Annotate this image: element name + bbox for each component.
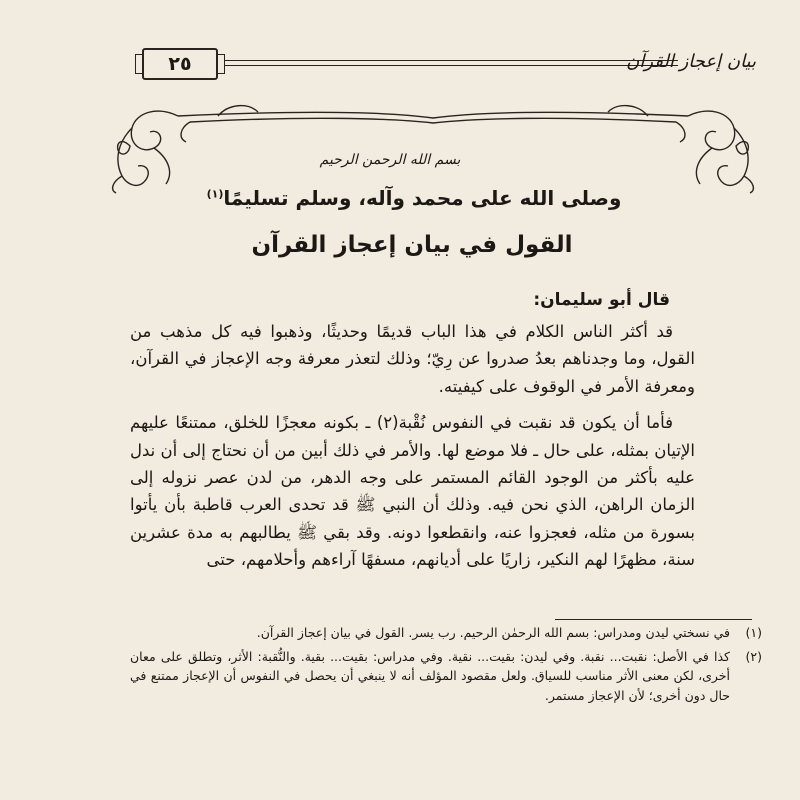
footnote-text: كذا في الأصل: نقبت... نقبة. وفي ليدن: بقيت... نقية. وفي مدراس: بقيت... بقية. والنُّقبة: الأثر، وتطلق على معان أخرى، لكن معنى الأثر مناسب للسياق. ولعل مقصود المؤلف أنه لا ينبغي أن يحصل في النفوس أن الإعجاز ممتنع في حال دون أخرى؛ لأن الإعجاز مستمر. — [130, 648, 730, 703]
chapter-ornament — [108, 98, 758, 194]
main-text — [130, 318, 695, 574]
paragraph: قد أكثر الناس الكلام في هذا الباب قديمًا وحديثًا، وذهبوا فيه كل مذهب من القول، وما وجدناهم بعدُ صدروا عن رِيّ؛ وذلك لتعذر معرفة وجه الإعجاز في القرآن، ومعرفة الأمر في الوقوف على كيفيته. — [130, 322, 695, 396]
running-header — [142, 48, 756, 80]
footnote — [130, 647, 762, 706]
salutation — [200, 186, 628, 210]
chapter-title: القول في بيان إعجاز القرآن — [251, 232, 573, 258]
footnote-reference: (١) — [206, 187, 224, 201]
footnote — [130, 623, 762, 643]
basmala: بسم الله الرحمن الرحيم — [319, 152, 461, 168]
speaker-attribution: قال أبو سليمان: — [533, 290, 670, 310]
paragraph: فأما أن يكون قد نقبت في النفوس نُقْبة(٢) ـ بكونه معجزًا للخلق، ممتنعًا عليهم الإتيان بمثله، على حال ـ فلا موضع لها. والأمر في ذلك أبين من أن نحتاج إلى أن ندل عليه بأكثر من الوجود القائم المستمر على وجه الدهر، من لدن عصر نزوله إلى الزمان الراهن، الذي نحن فيه. وذلك أن النبي ﷺ قد تحدى العرب قاطبة بأن يأتوا بسورة من مثله، فعجزوا عنه، وانقطعوا دونه. وقد بقي ﷺ يطالبهم به مدة عشرين سنة، مظهرًا لهم النكير، زاريًا على أديانهم، مسفهًا آراءهم وأحلامهم، حتى — [130, 413, 695, 570]
page-number: ٢٥ — [142, 48, 218, 80]
footnote-text: في نسختي ليدن ومدراس: بسم الله الرحمٰن الرحيم. رب يسر. القول في بيان إعجاز القرآن. — [256, 625, 730, 640]
header-rule — [220, 65, 678, 66]
salutation-text: وصلى الله على محمد وآله، وسلم تسليمًا — [223, 186, 622, 210]
footnote-number: (١) — [745, 625, 762, 640]
footnote-number: (٢) — [745, 648, 762, 664]
footnotes — [130, 623, 762, 709]
header-rule — [220, 60, 678, 61]
book-title: بيان إعجاز القرآن — [626, 51, 756, 72]
footnote-separator — [555, 619, 752, 620]
